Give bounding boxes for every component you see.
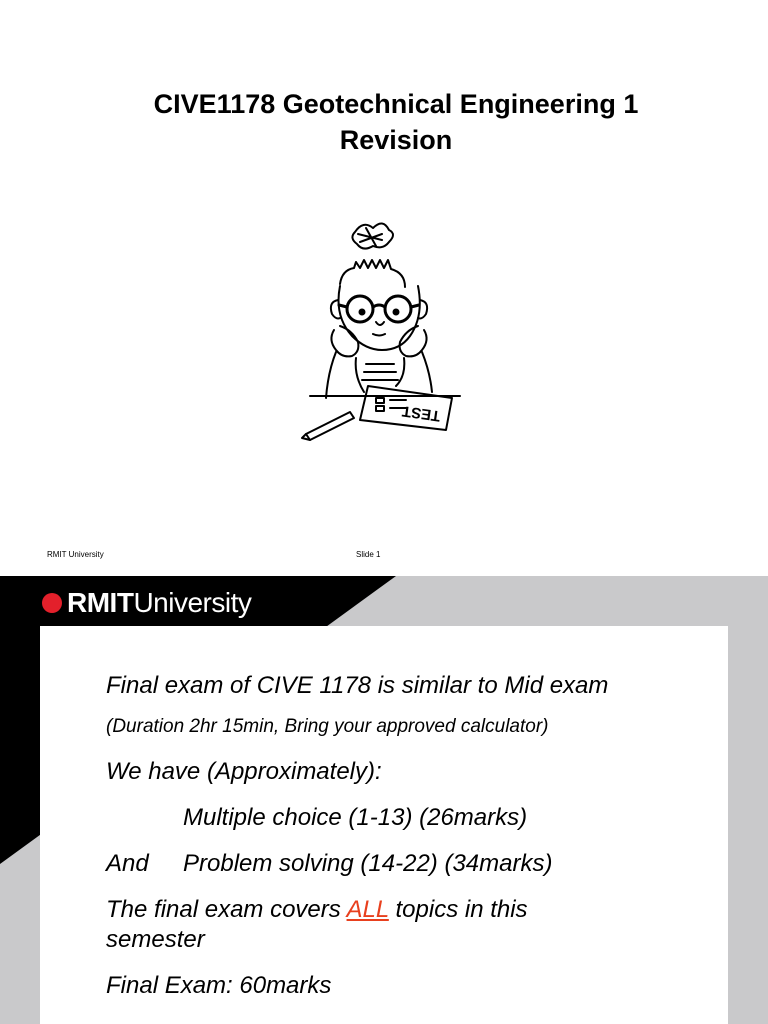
line-we-have: We have (Approximately): [106,758,382,785]
slide-2 [0,576,768,1024]
test-paper-text: TEST [401,402,442,425]
line-multiple-choice: Multiple choice (1-13) (26marks) [183,804,528,831]
line-final-exam-marks: Final Exam: 60marks [106,972,332,999]
line-and: And [106,850,149,877]
rmit-logo [42,585,251,621]
line-duration: (Duration 2hr 15min, Bring your approved calculator) [106,716,549,737]
slide-title-line-2: Revision [339,125,453,155]
covers-all-emphasis: ALL [346,896,389,923]
line-final-exam-similar: Final exam of CIVE 1178 is similar to Mid exam [106,672,609,699]
rmit-logo-text [67,585,251,621]
line-problem-solving: Problem solving (14-22) (34marks) [183,850,553,877]
slide-title [0,86,768,158]
student-test-illustration [300,212,470,444]
rmit-logo-mark [42,593,62,613]
rmit-logo-light: University [133,587,252,618]
covers-pre: The final exam covers [106,896,347,923]
covers-post: topics in this [388,896,528,923]
slide-title-line-1: CIVE1178 Geotechnical Engineering 1 [153,89,639,119]
line-semester: semester [106,926,205,953]
content-panel [40,626,728,1024]
footer-slide-number: Slide 1 [356,550,381,559]
footer-institution: RMIT University [47,550,104,559]
rmit-logo-strong: RMIT [67,587,134,618]
line-covers-all-topics [106,896,528,924]
